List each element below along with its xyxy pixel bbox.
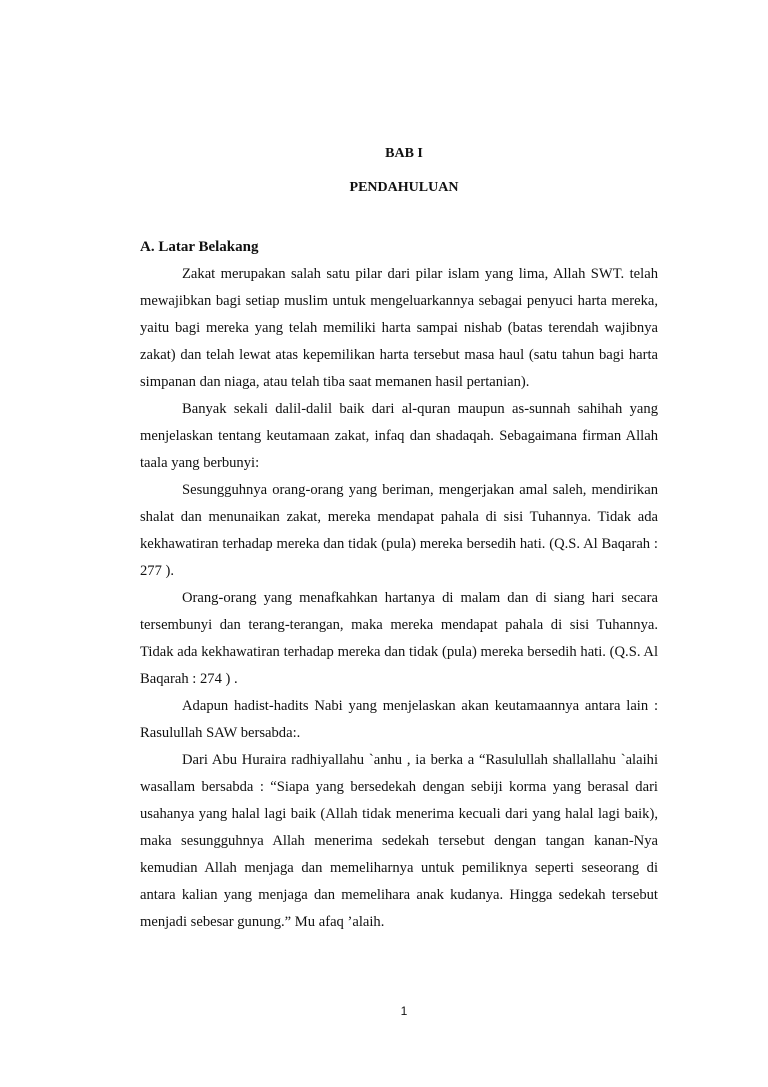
paragraph-hadits-quote: Dari Abu Huraira radhiyallahu `anhu , ia berka a “Rasulullah shallallahu `alaihi wasallam bersabda : “Siapa yang bersedekah dengan sebiji korma yang berasal dari usahanya yang halal lagi baik (Allah tidak menerima kecuali dari yang halal lagi baik), maka sesungguhnya Allah menerima sedekah tersebut dengan tangan kanan-Nya kemudian Allah menjaga dan memeliharnya untuk pemiliknya seperti seseorang di antara kalian yang menjaga dan memelihara anak kudanya. Hingga sedekah tersebut menjadi sebesar gunung.” Mu afaq ’alaih. [140, 752, 658, 930]
paragraph-hadits-intro: Adapun hadist-hadits Nabi yang menjelaskan akan keutamaannya antara lain : Rasulullah SAW bersabda:. [140, 698, 658, 741]
body-text [140, 261, 658, 936]
page-number: 1 [400, 1004, 408, 1018]
paragraph-zakat-intro: Zakat merupakan salah satu pilar dari pilar islam yang lima, Allah SWT. telah mewajibkan bagi setiap muslim untuk mengeluarkannya sebagai penyuci harta mereka, yaitu bagi mereka yang telah memiliki harta sampai nishab (batas terendah wajibnya zakat) dan telah lewat atas kepemilikan harta tersebut masa haul (satu tahun bagi harta simpanan dan niaga, atau telah tiba saat memanen hasil pertanian). [140, 266, 658, 390]
chapter-title: PENDAHULUAN [349, 180, 459, 195]
paragraph-quote-274: Orang-orang yang menafkahkan hartanya di malam dan di siang hari secara tersembunyi dan terang-terangan, maka mereka mendapat pahala di sisi Tuhannya. Tidak ada kekhawatiran terhadap mereka dan tidak (pula) mereka bersedih hati. (Q.S. Al Baqarah : 274 ) . [140, 590, 658, 687]
section-heading: A. Latar Belakang [140, 239, 259, 255]
chapter-number: BAB I [385, 146, 423, 161]
paragraph-quote-277: Sesungguhnya orang-orang yang beriman, mengerjakan amal saleh, mendirikan shalat dan menunaikan zakat, mereka mendapat pahala di sisi Tuhannya. Tidak ada kekhawatiran terhadap mereka dan tidak (pula) mereka bersedih hati. (Q.S. Al Baqarah : 277 ). [140, 482, 658, 579]
paragraph-dalil: Banyak sekali dalil-dalil baik dari al-quran maupun as-sunnah sahihah yang menjelaskan tentang keutamaan zakat, infaq dan shadaqah. Sebagaimana firman Allah taala yang berbunyi: [140, 401, 658, 471]
